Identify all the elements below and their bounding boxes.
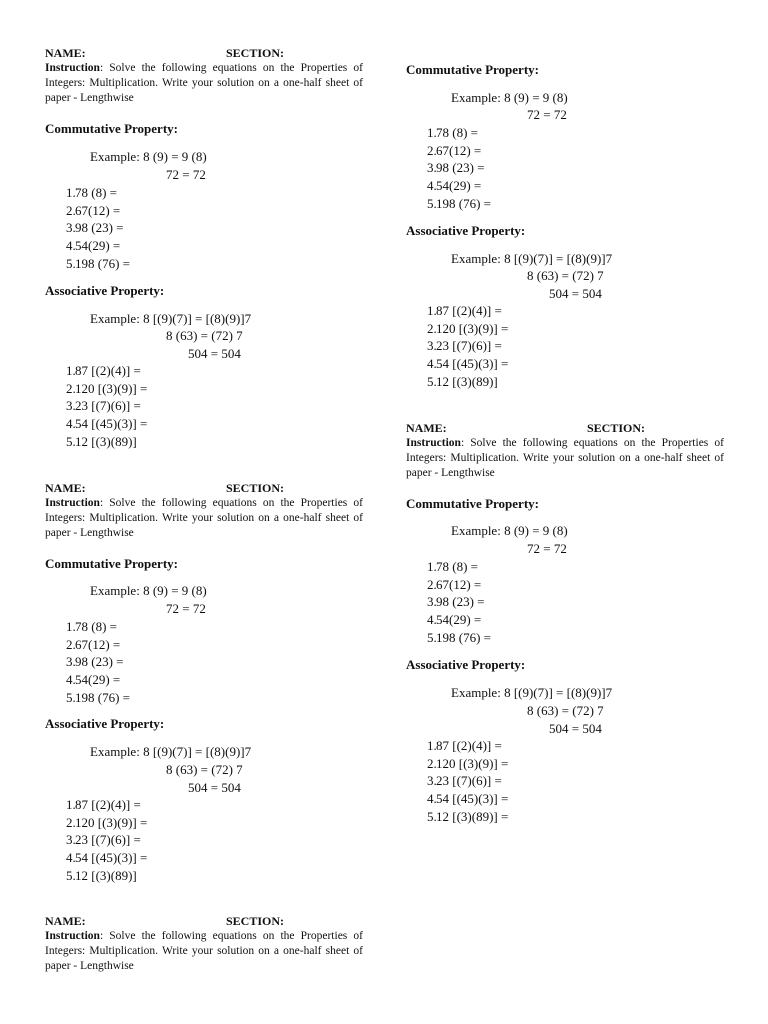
commutative-heading: Commutative Property:: [45, 556, 178, 571]
item-text: 67(12) =: [436, 576, 482, 592]
list-item: 3. 23 [(7)(6)] =: [427, 338, 502, 354]
list-item: 5. 12 [(3)(89)] =: [427, 808, 509, 824]
list-item: 5. 198 (76) =: [66, 689, 130, 705]
list-item: 4. 54 [(45)(3)] =: [66, 416, 148, 432]
item-text: 120 [(3)(9)] =: [436, 320, 509, 336]
associative-list: [45, 362, 147, 451]
associative-example-2: 8 (63) = (72) 7: [527, 268, 604, 283]
commutative-example-1: Example: 8 (9) = 9 (8): [90, 149, 207, 164]
associative-heading: Associative Property:: [45, 716, 165, 731]
item-text: 23 [(7)(6)] =: [436, 773, 502, 789]
right-column: [406, 0, 724, 1024]
instruction-text: [45, 496, 363, 541]
associative-example-1: Example: 8 [(9)(7)] = [(8)(9)]7: [90, 311, 252, 326]
worksheet-header: [45, 46, 363, 60]
item-text: 67(12) =: [75, 202, 121, 218]
list-item: 2. 67(12) =: [427, 576, 482, 592]
item-text: 78 (8) =: [75, 185, 117, 200]
list-item: 5. 198 (76) =: [427, 195, 491, 211]
list-item: 5. 12 [(3)(89)]: [66, 433, 137, 449]
item-text: 54(29) =: [75, 238, 121, 254]
associative-example-3: 504 = 504: [188, 346, 241, 361]
item-text: 54(29) =: [75, 672, 121, 688]
item-text: 198 (76) =: [436, 195, 491, 211]
item-text: 98 (23) =: [436, 160, 485, 176]
associative-example-2: 8 (63) = (72) 7: [166, 762, 243, 777]
list-item: 1. 87 [(2)(4)] =: [66, 797, 141, 812]
instruction-label: Instruction: [45, 62, 100, 74]
associative-example-3: 504 = 504: [188, 780, 241, 795]
left-column: [45, 0, 363, 1024]
list-item: 3. 23 [(7)(6)] =: [427, 773, 502, 789]
list-item: 4. 54 [(45)(3)] =: [427, 356, 509, 372]
list-item: 5. 198 (76) =: [427, 629, 491, 645]
associative-example-3: 504 = 504: [549, 286, 602, 301]
item-text: 54 [(45)(3)] =: [75, 850, 148, 866]
commutative-heading: Commutative Property:: [45, 121, 178, 136]
list-item: 2. 120 [(3)(9)] =: [66, 380, 148, 396]
instruction-body: : Solve the following equations on the Properties of Integers: Multiplication. Write your solution on a one-half sheet of paper - Lengthwise: [45, 62, 363, 104]
instruction-body: : Solve the following equations on the Properties of Integers: Multiplication. Write your solution on a one-half sheet of paper - Lengthwise: [45, 497, 363, 539]
commutative-list: [406, 124, 491, 213]
item-text: 12 [(3)(89)]: [436, 373, 498, 389]
item-text: 87 [(2)(4)] =: [436, 738, 502, 753]
associative-example-3: 504 = 504: [549, 721, 602, 736]
item-text: 12 [(3)(89)] =: [436, 808, 509, 824]
associative-example-2: 8 (63) = (72) 7: [527, 703, 604, 718]
list-item: 3. 98 (23) =: [66, 654, 124, 670]
commutative-example-2: 72 = 72: [527, 107, 567, 122]
item-text: 198 (76) =: [75, 255, 130, 271]
item-text: 12 [(3)(89)]: [75, 433, 137, 449]
list-item: 1. 87 [(2)(4)] =: [66, 363, 141, 378]
commutative-example-1: Example: 8 (9) = 9 (8): [90, 583, 207, 598]
instruction-text: [406, 436, 724, 481]
commutative-example-2: 72 = 72: [166, 601, 206, 616]
item-text: 23 [(7)(6)] =: [75, 398, 141, 414]
list-item: 2. 120 [(3)(9)] =: [66, 814, 148, 830]
commutative-list: [45, 618, 130, 707]
item-text: 23 [(7)(6)] =: [75, 832, 141, 848]
item-text: 87 [(2)(4)] =: [436, 303, 502, 318]
worksheet-header: [45, 481, 363, 495]
item-text: 12 [(3)(89)]: [75, 867, 137, 883]
list-item: 3. 98 (23) =: [427, 160, 485, 176]
list-item: 1. 78 (8) =: [66, 619, 117, 634]
item-text: 23 [(7)(6)] =: [436, 338, 502, 354]
item-text: 78 (8) =: [75, 619, 117, 634]
associative-example-1: Example: 8 [(9)(7)] = [(8)(9)]7: [451, 685, 613, 700]
associative-list: [406, 737, 508, 826]
item-text: 78 (8) =: [436, 559, 478, 574]
commutative-example-1: Example: 8 (9) = 9 (8): [451, 90, 568, 105]
associative-heading: Associative Property:: [45, 283, 165, 298]
item-text: 54 [(45)(3)] =: [436, 356, 509, 372]
item-text: 54(29) =: [436, 178, 482, 194]
item-text: 78 (8) =: [436, 125, 478, 140]
item-text: 67(12) =: [75, 636, 121, 652]
item-text: 120 [(3)(9)] =: [75, 380, 148, 396]
item-text: 120 [(3)(9)] =: [436, 755, 509, 771]
name-label: NAME:: [45, 914, 86, 928]
worksheet-header: [45, 914, 363, 928]
list-item: 3. 23 [(7)(6)] =: [66, 398, 141, 414]
list-item: 3. 98 (23) =: [427, 594, 485, 610]
instruction-body: : Solve the following equations on the Properties of Integers: Multiplication. Write your solution on a one-half sheet of paper - Lengthwise: [45, 930, 363, 972]
instruction-body: : Solve the following equations on the Properties of Integers: Multiplication. Write your solution on a one-half sheet of paper - Lengthwise: [406, 437, 724, 479]
list-item: 2. 120 [(3)(9)] =: [427, 755, 509, 771]
instruction-text: [45, 929, 363, 974]
list-item: 5. 12 [(3)(89)]: [427, 373, 498, 389]
associative-list: [45, 796, 147, 885]
item-text: 198 (76) =: [436, 629, 491, 645]
list-item: 3. 23 [(7)(6)] =: [66, 832, 141, 848]
item-text: 54 [(45)(3)] =: [436, 791, 509, 807]
list-item: 4. 54(29) =: [427, 612, 482, 628]
worksheet-header: [406, 421, 724, 435]
item-text: 98 (23) =: [436, 594, 485, 610]
item-text: 87 [(2)(4)] =: [75, 363, 141, 378]
list-item: 4. 54 [(45)(3)] =: [66, 850, 148, 866]
list-item: 2. 67(12) =: [66, 636, 121, 652]
list-item: 5. 12 [(3)(89)]: [66, 867, 137, 883]
item-text: 198 (76) =: [75, 689, 130, 705]
section-label: SECTION:: [226, 481, 285, 495]
list-item: 2. 67(12) =: [427, 142, 482, 158]
list-item: 1. 78 (8) =: [66, 185, 117, 200]
item-text: 98 (23) =: [75, 654, 124, 670]
list-item: 1. 78 (8) =: [427, 559, 478, 574]
instruction-text: [45, 61, 363, 106]
commutative-heading: Commutative Property:: [406, 496, 539, 511]
associative-example-1: Example: 8 [(9)(7)] = [(8)(9)]7: [451, 251, 613, 266]
list-item: 5. 198 (76) =: [66, 255, 130, 271]
section-label: SECTION:: [226, 914, 285, 928]
section-label: SECTION:: [587, 421, 646, 435]
instruction-label: Instruction: [45, 930, 100, 942]
item-text: 67(12) =: [436, 142, 482, 158]
list-item: 3. 98 (23) =: [66, 220, 124, 236]
list-item: 1. 87 [(2)(4)] =: [427, 738, 502, 753]
list-item: 4. 54(29) =: [66, 672, 121, 688]
list-item: 4. 54 [(45)(3)] =: [427, 791, 509, 807]
name-label: NAME:: [406, 421, 447, 435]
commutative-example-1: Example: 8 (9) = 9 (8): [451, 523, 568, 538]
item-text: 98 (23) =: [75, 220, 124, 236]
item-text: 54(29) =: [436, 612, 482, 628]
commutative-example-2: 72 = 72: [166, 167, 206, 182]
list-item: 1. 87 [(2)(4)] =: [427, 303, 502, 318]
name-label: NAME:: [45, 481, 86, 495]
associative-example-1: Example: 8 [(9)(7)] = [(8)(9)]7: [90, 744, 252, 759]
commutative-example-2: 72 = 72: [527, 541, 567, 556]
commutative-list: [406, 558, 491, 647]
commutative-heading: Commutative Property:: [406, 62, 539, 77]
item-text: 120 [(3)(9)] =: [75, 814, 148, 830]
name-label: NAME:: [45, 46, 86, 60]
associative-heading: Associative Property:: [406, 223, 526, 238]
list-item: 1. 78 (8) =: [427, 125, 478, 140]
item-text: 54 [(45)(3)] =: [75, 416, 148, 432]
list-item: 4. 54(29) =: [427, 178, 482, 194]
item-text: 87 [(2)(4)] =: [75, 797, 141, 812]
list-item: 2. 120 [(3)(9)] =: [427, 320, 509, 336]
associative-list: [406, 302, 508, 391]
commutative-list: [45, 184, 130, 273]
list-item: 2. 67(12) =: [66, 202, 121, 218]
instruction-label: Instruction: [45, 497, 100, 509]
associative-heading: Associative Property:: [406, 657, 526, 672]
list-item: 4. 54(29) =: [66, 238, 121, 254]
section-label: SECTION:: [226, 46, 285, 60]
associative-example-2: 8 (63) = (72) 7: [166, 328, 243, 343]
instruction-label: Instruction: [406, 437, 461, 449]
